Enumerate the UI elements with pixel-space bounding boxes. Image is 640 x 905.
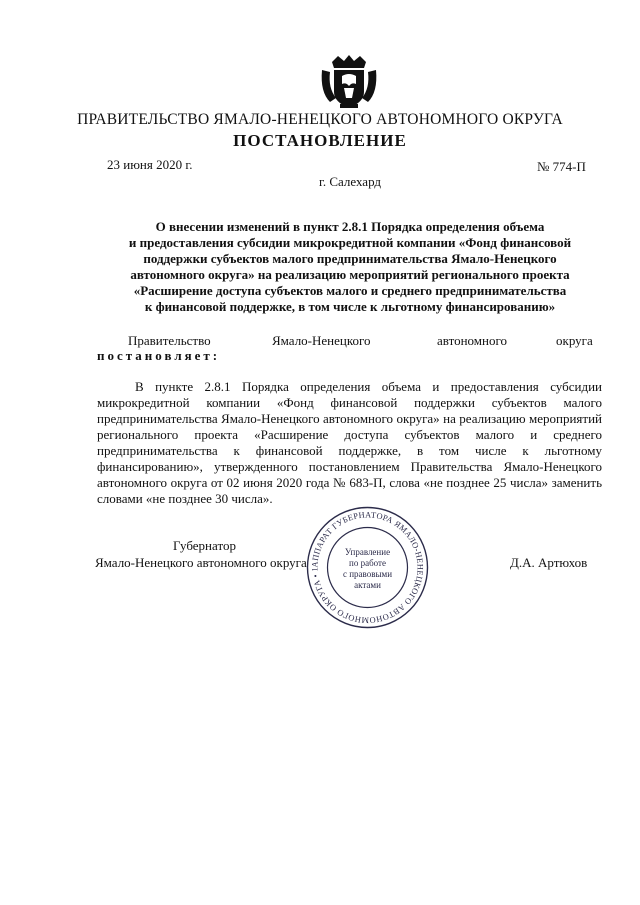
government-name: ПРАВИТЕЛЬСТВО ЯМАЛО-НЕНЕЦКОГО АВТОНОМНОГО ОКРУГА — [77, 111, 563, 128]
stamp-center-line: по работе — [349, 558, 386, 568]
body-paragraph: В пункте 2.8.1 Порядка определения объема и предоставления субсидии микрокредитной компании «Фонд финансовой поддержки субъектов малого предпринимательства Ямало-Ненецкого автономного округа» на реализацию мероприятий регионального проекта «Расширение доступа субъектов малого и среднего предпринимательства к финансовой поддержке, в том числе к льготному финансированию», утвержденного постановлением Правительства Ямало-Ненецкого автономного округа от 02 июня 2020 года № 683-П, слова «не позднее 25 числа» заменить словами «не позднее 30 числа». — [97, 379, 602, 506]
document-city: г. Салехард — [318, 174, 382, 189]
document-type: ПОСТАНОВЛЕНИЕ — [233, 131, 407, 150]
stamp-ring-text: АППАРАТ ГУБЕРНАТОРА ЯМАЛО-НЕНЕЦКОГО АВТОНОМНОГО ОКРУГА • 1 — [310, 510, 425, 625]
document-title — [95, 219, 605, 315]
preamble-word-4: округа — [556, 333, 593, 348]
title-line: автономного округа» на реализацию мероприятий регионального проекта — [130, 267, 570, 282]
stamp-center-line: актами — [354, 580, 381, 590]
stamp-center-line: с правовыми — [342, 569, 393, 579]
title-line: О внесении изменений в пункт 2.8.1 Порядка определения объема — [155, 219, 545, 234]
preamble-word-2: Ямало-Ненецкого — [272, 333, 371, 348]
document-body — [97, 379, 602, 507]
signer-position-line2: Ямало-Ненецкого автономного округа — [95, 555, 307, 570]
signer-position-line1: Губернатор — [173, 538, 236, 553]
preamble-word-1: Правительство — [128, 333, 211, 348]
official-stamp — [305, 505, 430, 630]
title-line: и предоставления субсидии микрокредитной компании «Фонд финансовой — [128, 235, 572, 250]
document-date: 23 июня 2020 г. — [107, 157, 193, 172]
coat-of-arms-emblem — [318, 52, 380, 112]
preamble-word-3: автономного — [437, 333, 507, 348]
title-line: поддержки субъектов малого предпринимательства Ямало-Ненецкого — [143, 251, 557, 266]
title-line: к финансовой поддержке, в том числе к льготному финансированию» — [144, 299, 556, 314]
document-number: № 774-П — [537, 159, 586, 174]
title-line: «Расширение доступа субъектов малого и среднего предпринимательства — [133, 283, 567, 298]
signer-name: Д.А. Артюхов — [510, 555, 588, 570]
stamp-center-line: Управление — [344, 547, 391, 557]
decree-word: постановляет: — [97, 348, 221, 363]
